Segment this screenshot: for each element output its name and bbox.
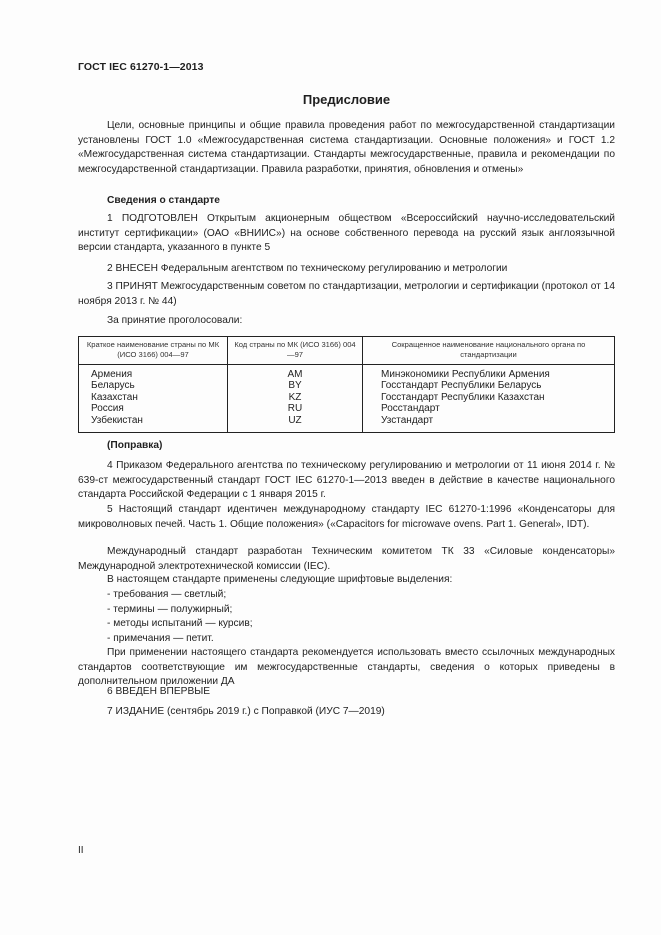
code-cell: RU (287, 403, 303, 415)
list-item: - примечания — петит. (107, 632, 214, 644)
table-cell-bodies (363, 365, 615, 433)
body-cell: Госстандарт Республики Беларусь (381, 380, 542, 392)
voted-intro: За принятие проголосовали: (107, 315, 243, 326)
country-cell: Беларусь (91, 380, 135, 392)
body-cell: Узстандарт (381, 414, 434, 426)
table-header-body: Сокращенное наименование национального органа по стандартизации (363, 337, 615, 365)
list-item: - методы испытаний — курсив; (107, 618, 253, 630)
table-header-code: Код страны по МК (ИСО 3166) 004—97 (228, 337, 363, 365)
document-code-header: ГОСТ IEC 61270-1—2013 (78, 61, 204, 73)
info-heading: Сведения о стандарте (107, 195, 220, 206)
table-row (79, 365, 615, 433)
item-5-iec-paragraph: Международный стандарт разработан Техническим комитетом ТК 33 «Силовые конденсаторы» Международной электротехнической комиссии (IEC). (78, 546, 615, 572)
code-cell: UZ (288, 414, 302, 426)
code-cell: BY (288, 380, 302, 392)
intro-paragraph: Цели, основные принципы и общие правила проведения работ по межгосударственной стандартизации установлены ГОСТ 1.0 «Межгосударственная система стандартизации. Основные положения» и ГОСТ 1.2 «Межгосударственная система стандартизации. Стандарты межгосударственные, правила и рекомендации по межгосударственной стандартизации. Правила разработки, принятия, обновления и отмены» (78, 120, 615, 175)
body-cell: Госстандарт Республики Казахстан (381, 391, 545, 403)
table-cell-countries (79, 365, 228, 433)
country-cell: Казахстан (91, 391, 138, 403)
voting-table (78, 336, 615, 433)
table-cell-codes (228, 365, 363, 433)
page-title: Предисловие (302, 92, 391, 107)
item-3-paragraph: 3 ПРИНЯТ Межгосударственным советом по стандартизации, метрологии и сертификации (протокол от 14 ноября 2013 г. № 44) (78, 281, 615, 307)
table-header-country: Краткое наименование страны по МК (ИСО 3166) 004—97 (79, 337, 228, 365)
body-cell: Минэкономики Республики Армения (381, 369, 550, 380)
code-cell: KZ (288, 391, 302, 403)
table-header-row (79, 337, 615, 365)
list-item: - термины — полужирный; (107, 603, 233, 615)
page-number: II (78, 845, 84, 856)
fonts-intro: В настоящем стандарте применены следующие шрифтовые выделения: (107, 574, 453, 585)
item-5-paragraph: 5 Настоящий стандарт идентичен международному стандарту IEC 61270-1:1996 «Конденсаторы для микроволновых печей. Часть 1. Общие положения» («Capacitors for microwave ovens. Part 1. General», IDT). (78, 504, 615, 530)
body-cell: Росстандарт (381, 403, 440, 415)
country-cell: Узбекистан (91, 414, 143, 426)
country-cell: Россия (91, 403, 124, 415)
amendment-heading: (Поправка) (107, 440, 163, 451)
fonts-list (107, 588, 253, 646)
item-2-paragraph: 2 ВНЕСЕН Федеральным агентством по техническому регулированию и метрологии (107, 263, 508, 274)
item-6-paragraph: 6 ВВЕДЕН ВПЕРВЫЕ (107, 686, 211, 697)
item-1-paragraph: 1 ПОДГОТОВЛЕН Открытым акционерным обществом «Всероссийский научно-исследовательский институт сертификации» (ОАО «ВНИИС») на основе собственного перевода на русский язык англоязычной версии стандарта, указанного в пункте 5 (78, 213, 615, 254)
country-cell: Армения (91, 369, 133, 380)
code-cell: AM (287, 369, 303, 380)
list-item: - требования — светлый; (107, 589, 227, 600)
item-7-paragraph: 7 ИЗДАНИЕ (сентябрь 2019 г.) с Поправкой (ИУС 7—2019) (107, 706, 385, 717)
item-4-paragraph: 4 Приказом Федерального агентства по техническому регулированию и метрологии от 11 июня 2014 г. № 639-ст межгосударственный стандарт ГОСТ IEC 61270-1—2013 введен в действие в качестве национального стандарта Российской Федерации с 1 января 2015 г. (78, 460, 615, 501)
references-note: При применении настоящего стандарта рекомендуется использовать вместо ссылочных международных стандартов соответствующие им межгосударственные стандарты, сведения о которых приведены в дополнительном приложении ДА (78, 647, 615, 688)
